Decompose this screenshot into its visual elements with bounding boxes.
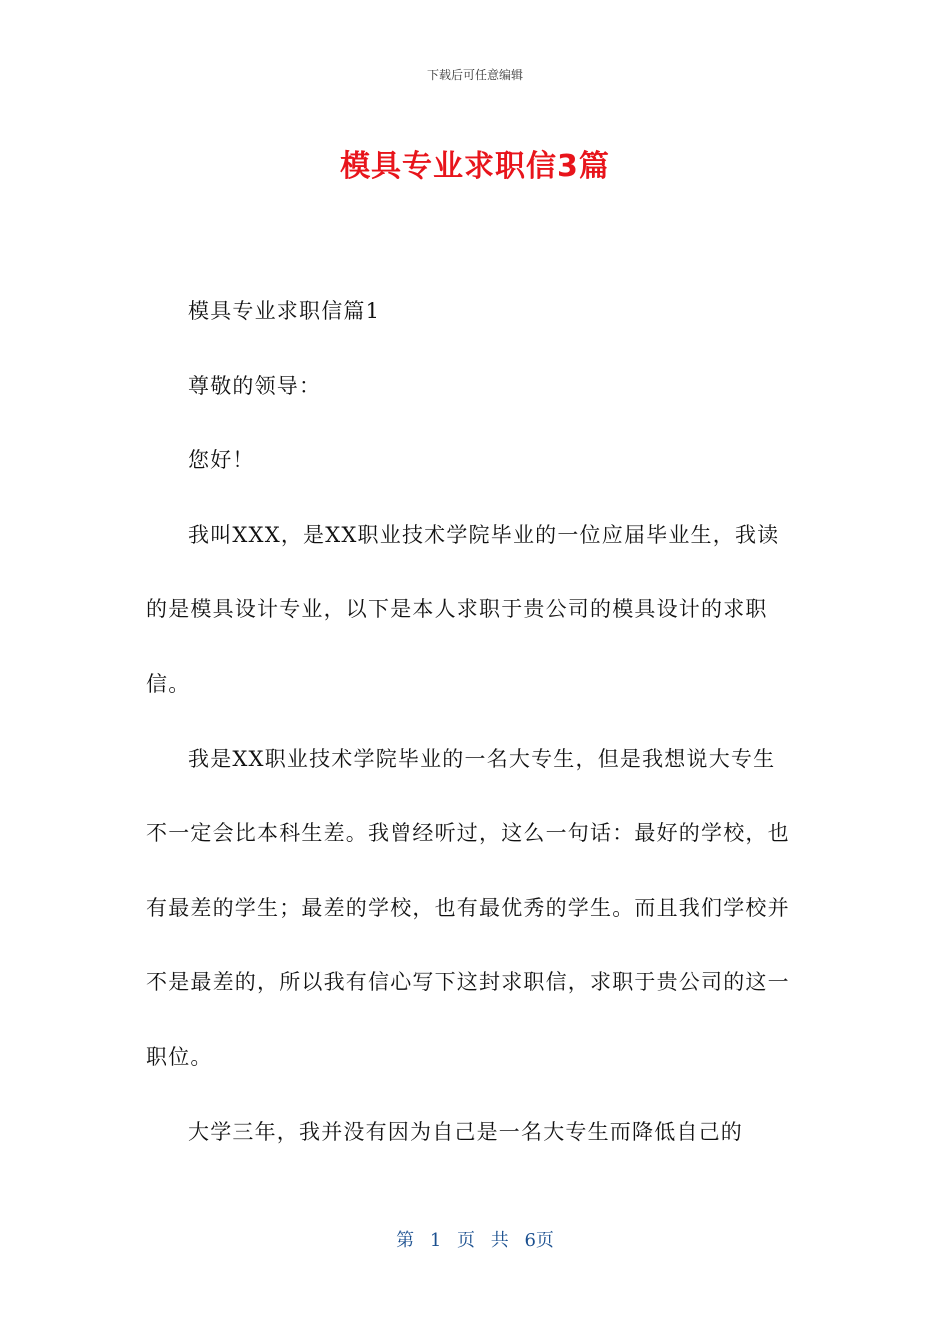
greeting: 您好！ <box>188 448 255 473</box>
footer-total-pages: 6页 <box>524 1230 554 1251</box>
header-note: 下载后可任意编辑 <box>426 68 523 82</box>
footer-total-word: 共 <box>490 1230 509 1251</box>
footer-page-word: 页 <box>457 1230 475 1251</box>
section-heading: 模具专业求职信篇1 <box>188 299 381 323</box>
body-paragraph: 我是XX职业技术学院毕业的一名大专生，但是我想说大专生不一定会比本科生差。我曾经听过，这么一句话：最好的学校，也有最差的学生；最差的学校，也有最优秀的学生。而且我们学校并不是最差的，所以我有信心写下这封求职信，求职于贵公司的这一职位。 <box>146 746 790 1069</box>
page-footer <box>0 1226 950 1252</box>
document-body <box>146 274 796 1169</box>
document-title: 模具专业求职信3篇 <box>340 149 610 184</box>
footer-current-page: 1 <box>429 1230 442 1251</box>
body-paragraph: 我叫XXX，是XX职业技术学院毕业的一位应届毕业生，我读的是模具设计专业，以下是本人求职于贵公司的模具设计的求职信。 <box>146 522 780 696</box>
footer-prefix: 第 <box>396 1230 415 1251</box>
body-paragraph: 大学三年，我并没有因为自己是一名大专生而降低自己的 <box>188 1119 743 1144</box>
salutation: 尊敬的领导： <box>188 373 322 398</box>
